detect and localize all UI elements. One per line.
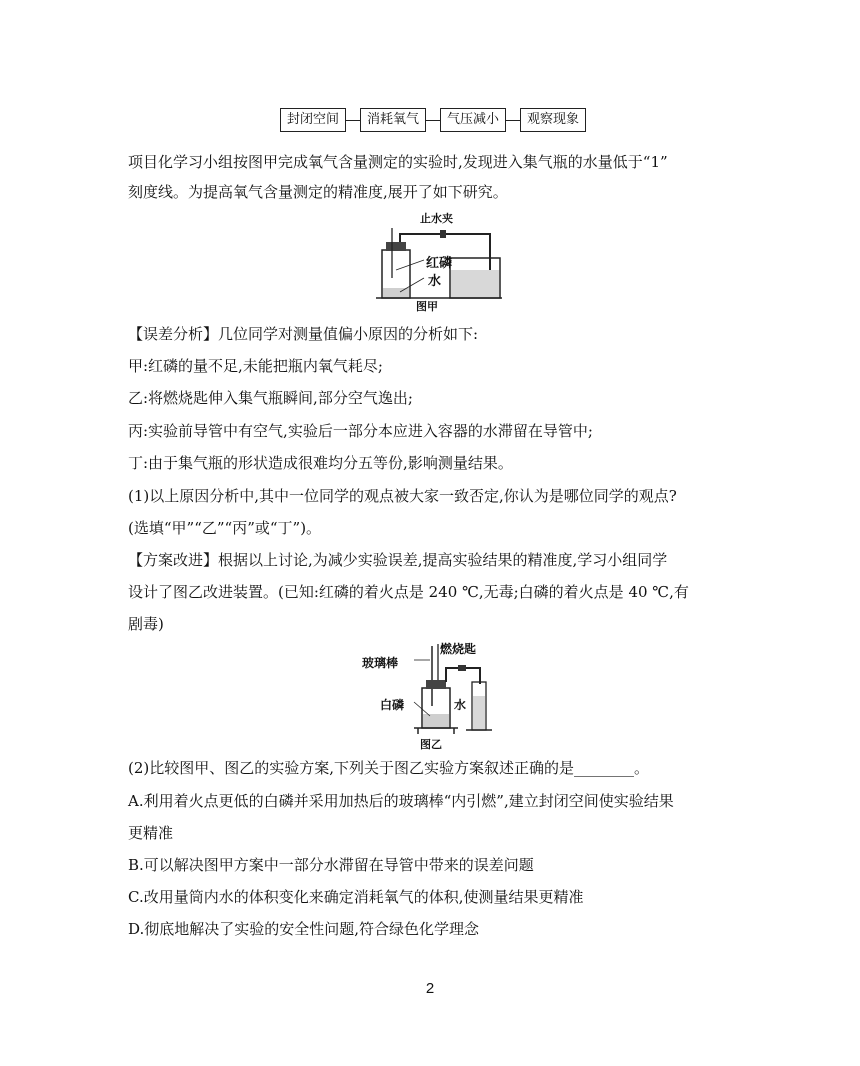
opinion-bing: 丙:实验前导管中有空气,实验后一部分本应进入容器的水滞留在导管中;: [128, 422, 593, 440]
intro-line-1: 项目化学习小组按图甲完成氧气含量测定的实验时,发现进入集气瓶的水量低于“1”: [128, 153, 668, 171]
flow-step-1: 封闭空间: [280, 108, 346, 132]
label-clamp: 止水夹: [420, 212, 453, 225]
flow-chart: [280, 108, 586, 132]
flow-step-4: 观察现象: [520, 108, 586, 132]
flow-connector: [426, 120, 440, 121]
label-water: 水: [428, 274, 442, 289]
label-white-phosphorus: 白磷: [380, 698, 405, 712]
figure-jia: [370, 208, 510, 314]
label-water: 水: [454, 698, 467, 712]
intro-line-2: 刻度线。为提高氧气含量测定的精准度,展开了如下研究。: [128, 183, 508, 201]
flow-connector: [506, 120, 520, 121]
error-analysis-title: 【误差分析】几位同学对测量值偏小原因的分析如下:: [128, 325, 479, 343]
flow-step-2: 消耗氧气: [360, 108, 426, 132]
option-a-line-2: 更精准: [128, 824, 174, 842]
caption-jia: 图甲: [416, 300, 438, 313]
option-c: C.改用量筒内水的体积变化来确定消耗氧气的体积,使测量结果更精准: [128, 888, 584, 906]
question-1-line-2: (选填“甲”“乙”“丙”或“丁”)。: [128, 519, 322, 537]
flow-connector: [346, 120, 360, 121]
question-2: (2)比较图甲、图乙的实验方案,下列关于图乙实验方案叙述正确的是________。: [128, 759, 650, 777]
opinion-yi: 乙:将燃烧匙伸入集气瓶瞬间,部分空气逸出;: [128, 389, 413, 407]
opinion-jia: 甲:红磷的量不足,未能把瓶内氧气耗尽;: [128, 357, 383, 375]
label-red-phosphorus: 红磷: [426, 256, 453, 271]
option-b: B.可以解决图甲方案中一部分水滞留在导管中带来的误差问题: [128, 856, 534, 874]
caption-yi: 图乙: [420, 738, 442, 751]
page-number: 2: [425, 980, 435, 997]
figure-yi: [362, 640, 508, 751]
opinion-ding: 丁:由于集气瓶的形状造成很难均分五等份,影响测量结果。: [128, 454, 513, 472]
plan-line-1: 【方案改进】根据以上讨论,为减少实验误差,提高实验结果的精准度,学习小组同学: [128, 551, 668, 569]
option-a-line-1: A.利用着火点更低的白磷并采用加热后的玻璃棒“内引燃”,建立封闭空间使实验结果: [128, 792, 674, 810]
question-1-line-1: (1)以上原因分析中,其中一位同学的观点被大家一致否定,你认为是哪位同学的观点?: [128, 487, 677, 505]
option-d: D.彻底地解决了实验的安全性问题,符合绿色化学理念: [128, 920, 480, 938]
plan-line-3: 剧毒): [128, 615, 164, 633]
label-glass-rod: 玻璃棒: [362, 656, 399, 670]
plan-line-2: 设计了图乙改进装置。(已知:红磷的着火点是 240 ℃,无毒;白磷的着火点是 40 ℃,有: [128, 583, 689, 601]
flow-step-3: 气压减小: [440, 108, 506, 132]
label-burning-spoon: 燃烧匙: [440, 642, 477, 656]
